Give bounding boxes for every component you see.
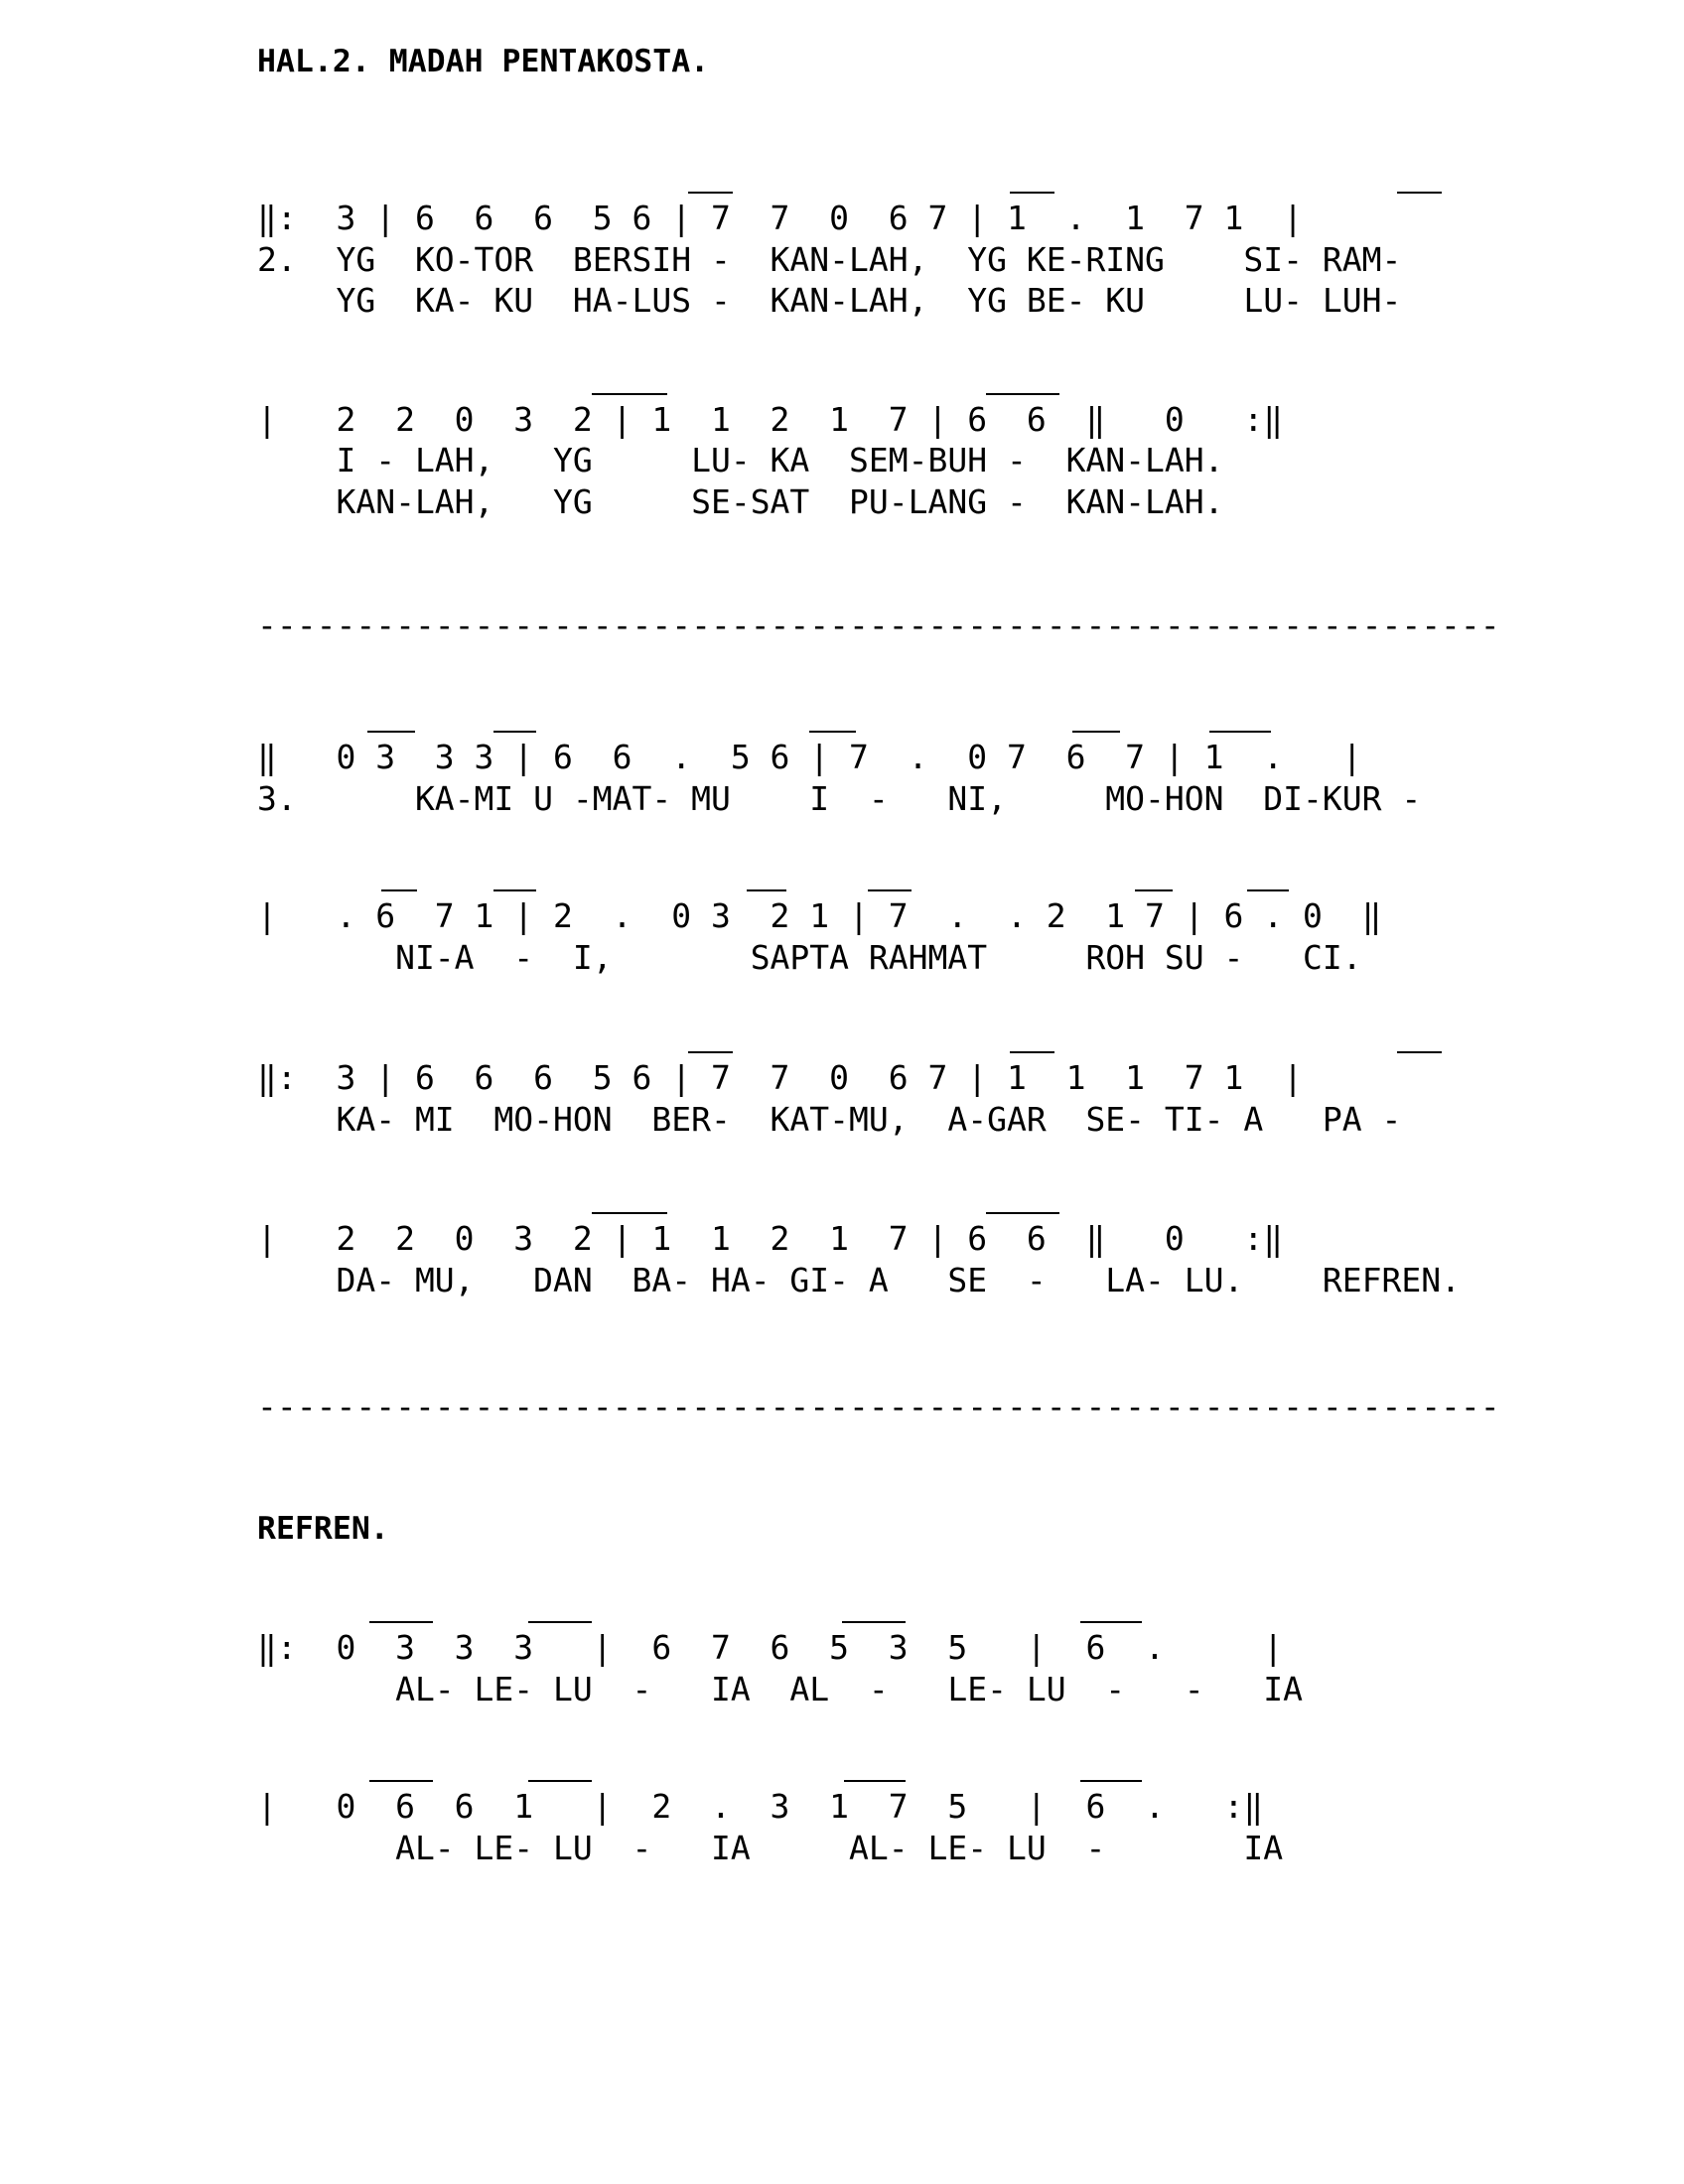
refrain-notes-line-1: ‖: 0 3 3 3 | 6 7 6 5 3 5 | 6 . | [257,1628,1284,1667]
refrain-label: REFREN. [257,1511,389,1547]
verse3-lyrics-line-1: 3. KA-MI U -MAT- MU I - NI, MO-HON DI-KUR - [257,779,1422,818]
verse3-notes-line-2: | . 6 7 1 | 2 . 0 3 2 1 | 7 . . 2 1 7 | 6 . 0 ‖ [257,896,1382,935]
verse3-notes-line-3: ‖: 3 | 6 6 6 5 6 | 7 7 0 6 7 | 1 1 1 7 1 | [257,1058,1303,1097]
verse2-notes-line-1: ‖: 3 | 6 6 6 5 6 | 7 7 0 6 7 | 1 . 1 7 1 | [257,199,1303,237]
section-divider: --------------------------------------------------------------- [257,1387,1500,1426]
refrain-notes-line-2: | 0 6 6 1 | 2 . 3 1 7 5 | 6 . :‖ [257,1787,1264,1826]
section-divider: --------------------------------------------------------------- [257,606,1500,644]
verse3-lyrics-line-2: NI-A - I, SAPTA RAHMAT ROH SU - CI. [257,938,1362,977]
verse3-notes-line-1: ‖ 0 3 3 3 | 6 6 . 5 6 | 7 . 0 7 6 7 | 1 . | [257,738,1362,776]
page-title: HAL.2. MADAH PENTAKOSTA. [257,44,710,79]
verse2-lyrics-line-1a: 2. YG KO-TOR BERSIH - KAN-LAH, YG KE-RING SI- RAM- [257,240,1402,279]
refrain-lyrics-line-1: AL- LE- LU - IA AL - LE- LU - - IA [257,1670,1303,1708]
verse2-lyrics-line-2a: I - LAH, YG LU- KA SEM-BUH - KAN-LAH. [257,441,1224,479]
refrain-lyrics-line-2: AL- LE- LU - IA AL- LE- LU - IA [257,1829,1284,1867]
verse2-notes-line-2: | 2 2 0 3 2 | 1 1 2 1 7 | 6 6 ‖ 0 :‖ [257,400,1284,439]
verse3-lyrics-line-3: KA- MI MO-HON BER- KAT-MU, A-GAR SE- TI- A PA - [257,1100,1402,1139]
verse3-lyrics-line-4: DA- MU, DAN BA- HA- GI- A SE - LA- LU. REFREN. [257,1261,1461,1299]
verse2-lyrics-line-1b: YG KA- KU HA-LUS - KAN-LAH, YG BE- KU LU- LUH- [257,281,1402,320]
verse2-lyrics-line-2b: KAN-LAH, YG SE-SAT PU-LANG - KAN-LAH. [257,482,1224,521]
verse3-notes-line-4: | 2 2 0 3 2 | 1 1 2 1 7 | 6 6 ‖ 0 :‖ [257,1219,1284,1258]
